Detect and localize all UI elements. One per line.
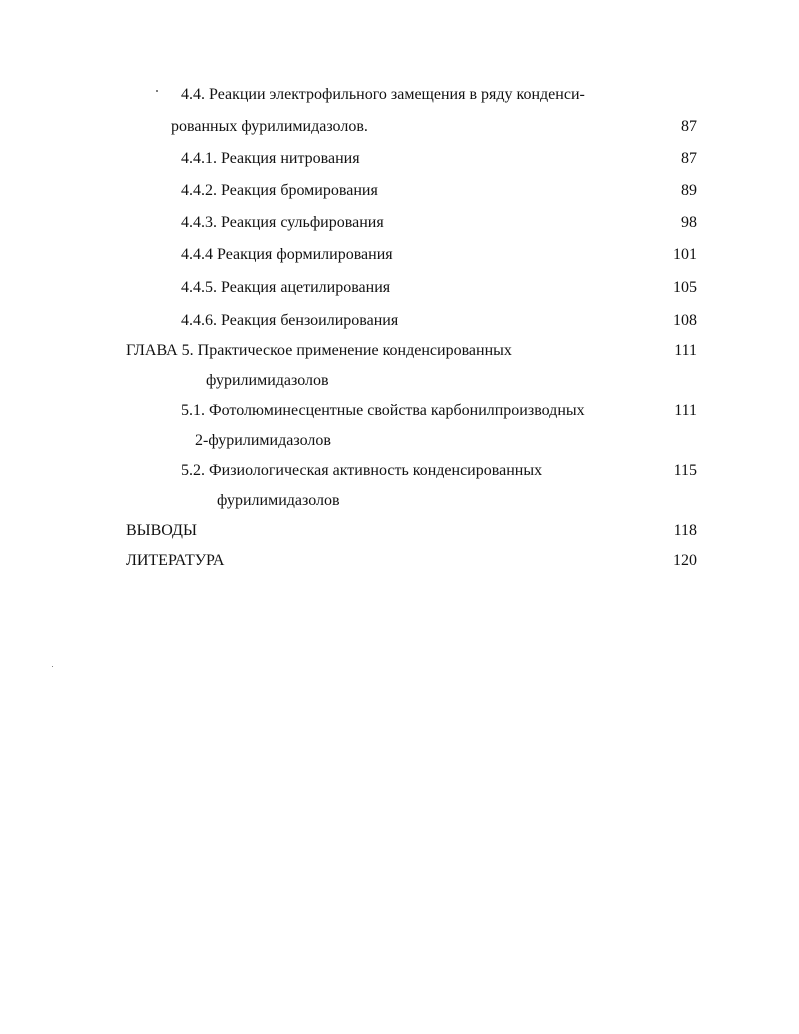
- toc-entry-4-4-1: 4.4.1. Реакция нитрования: [181, 150, 360, 167]
- toc-page-references: 120: [673, 552, 697, 569]
- toc-page-conclusions: 118: [673, 522, 697, 539]
- toc-entry-4-4-4: 4.4.4 Реакция формилирования: [181, 246, 393, 263]
- toc-page-4-4-4: 101: [673, 246, 697, 263]
- toc-chapter-5-line1: ГЛАВА 5. Практическое применение конденсированных: [126, 342, 512, 359]
- toc-page-chapter-5: 111: [674, 342, 697, 359]
- toc-entry-5-1-line1: 5.1. Фотолюминесцентные свойства карбонилпроизводных: [181, 402, 585, 419]
- toc-page-5-2: 115: [673, 462, 697, 479]
- toc-entry-4-4-line1: 4.4. Реакции электрофильного замещения в ряду конденси-: [181, 86, 585, 103]
- toc-entry-4-4-6: 4.4.6. Реакция бензоилирования: [181, 312, 399, 329]
- toc-entry-4-4-5: 4.4.5. Реакция ацетилирования: [181, 279, 391, 296]
- toc-entry-4-4-2: 4.4.2. Реакция бромирования: [181, 182, 378, 199]
- toc-conclusions: ВЫВОДЫ: [126, 522, 197, 539]
- toc-entry-5-2-line2: фурилимидазолов: [217, 492, 340, 509]
- toc-page-4-4-6: 108: [673, 312, 697, 329]
- toc-entry-4-4-3: 4.4.3. Реакция сульфирования: [181, 214, 384, 231]
- toc-entry-4-4-line2: рованных фурилимидазолов.: [171, 118, 368, 135]
- toc-page-4-4-5: 105: [673, 279, 697, 296]
- toc-references: ЛИТЕРАТУРА: [126, 552, 225, 569]
- toc-entry-5-1-line2: 2-фурилимидазолов: [195, 432, 331, 449]
- scan-speck: [156, 90, 158, 92]
- toc-entry-5-2-line1: 5.2. Физиологическая активность конденсированных: [181, 462, 543, 479]
- toc-page-5-1: 111: [674, 402, 697, 419]
- scan-speck: [52, 666, 53, 667]
- toc-page-4-4-2: 89: [681, 182, 697, 199]
- toc-page-4-4: 87: [681, 118, 697, 135]
- toc-page-4-4-1: 87: [681, 150, 697, 167]
- toc-page-4-4-3: 98: [681, 214, 697, 231]
- toc-chapter-5-line2: фурилимидазолов: [206, 372, 329, 389]
